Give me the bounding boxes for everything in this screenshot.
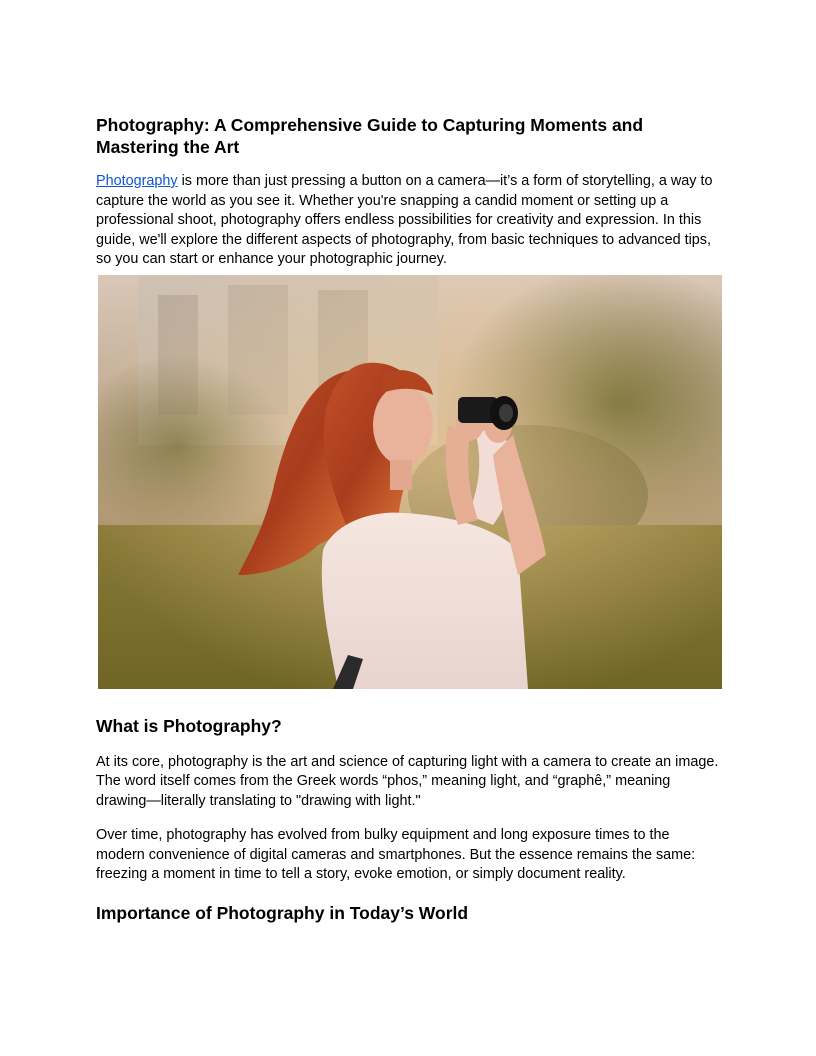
document-body <box>96 114 722 924</box>
section-heading-what-is-photography: What is Photography? <box>96 715 282 736</box>
intro-paragraph <box>96 172 722 270</box>
section-paragraph-core: At its core, photography is the art and science of capturing light with a camera to create an image. The word itself comes from the Greek words “phos,” meaning light, and “graphê,” meaning drawing—literally translating to "drawing with light." <box>96 753 719 809</box>
document-title: Photography: A Comprehensive Guide to Capturing Moments and Mastering the Art <box>96 115 644 157</box>
intro-text: is more than just pressing a button on a camera—it’s a form of storytelling, a way to capture the world as you see it. Whether you're snapping a candid moment or setting up a professional shoot, photography offers endless possibilities for creativity and expression. In this guide, we'll explore the different aspects of photography, from basic techniques to advanced tips, so you can start or enhance your photographic journey. <box>96 173 713 267</box>
section-heading-importance: Importance of Photography in Today’s World <box>96 902 469 923</box>
photographer-image <box>98 275 722 689</box>
section-paragraph-evolution: Over time, photography has evolved from bulky equipment and long exposure times to the modern convenience of digital cameras and smartphones. But the essence remains the same: freezing a moment in time to tell a story, evoke emotion, or simply document reality. <box>96 827 696 882</box>
photography-link[interactable]: Photography <box>96 173 178 189</box>
